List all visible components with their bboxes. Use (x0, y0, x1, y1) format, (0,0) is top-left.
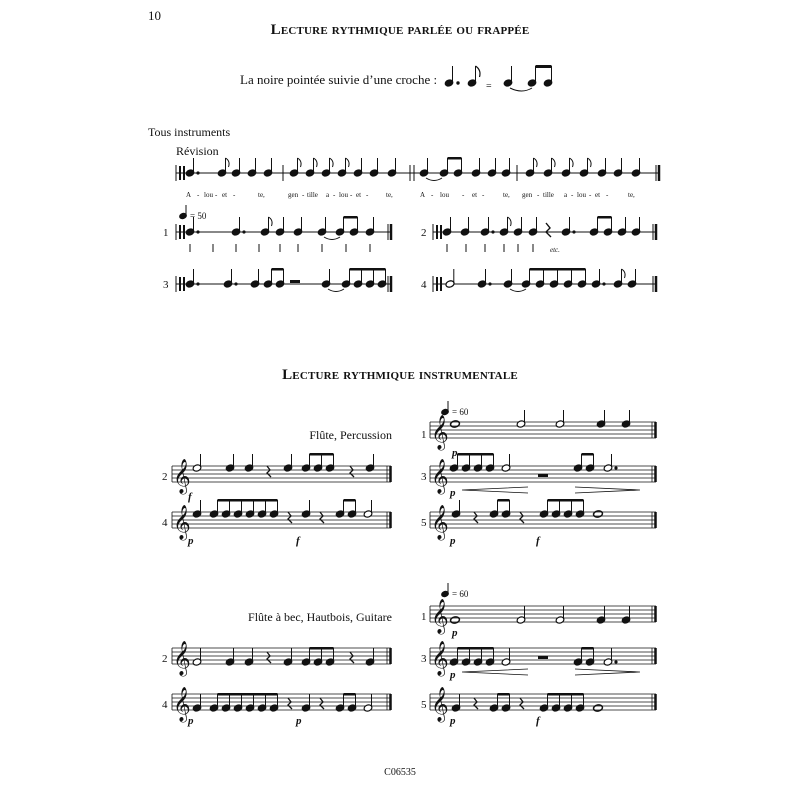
lyric-syllable: a (564, 191, 568, 199)
exercise-number: 2 (162, 471, 168, 483)
dynamic-mark: p (450, 715, 456, 727)
exercise-number: 3 (421, 471, 427, 483)
exercise-number: 5 (421, 699, 427, 711)
dynamic-mark: f (536, 535, 540, 547)
exercise-number: 3 (163, 279, 169, 291)
lyric-syllable: et (472, 191, 478, 199)
tempo-text: = 60 (452, 589, 469, 599)
section-title-instrumental: Lecture rythmique instrumentale (282, 367, 518, 383)
exercise-number: 2 (421, 227, 427, 239)
lyric-syllable: - (571, 191, 574, 199)
intro-text: La noire pointée suivie d’une croche : (240, 72, 438, 87)
instrumental-staves-group-2 (162, 583, 656, 727)
dynamic-mark: p (296, 715, 302, 727)
lyric-syllable: - (233, 191, 236, 199)
lyric-syllable: lou (577, 191, 586, 199)
lyric-syllable: et (222, 191, 228, 199)
dynamic-mark: p (450, 487, 456, 499)
lyric-syllable: - (431, 191, 434, 199)
lyric-syllable: a (326, 191, 330, 199)
lyric-syllable: - (366, 191, 369, 199)
etc-text: etc. (550, 246, 560, 254)
svg-text:𝄞: 𝄞 (431, 642, 449, 675)
lyric-syllable: - (333, 191, 336, 199)
lyric-syllable: te, (258, 191, 265, 199)
lyric-syllable: lou (440, 191, 449, 199)
exercise-number: 1 (163, 227, 169, 239)
lyric-syllable: tille (307, 191, 318, 199)
page-number: 10 (148, 8, 161, 23)
lyric-syllable: tille (543, 191, 554, 199)
dynamic-mark: f (536, 715, 540, 727)
lyric-syllable: te, (628, 191, 635, 199)
lyric-syllable: te, (386, 191, 393, 199)
rhythm-staff-3 (163, 268, 391, 292)
lyric-syllable: gen (288, 191, 299, 199)
dynamic-mark: p (450, 669, 456, 681)
lyric-syllable: et (595, 191, 601, 199)
tempo-text: = 50 (190, 211, 207, 221)
exercise-number: 4 (162, 517, 168, 529)
lyric-syllable: A (186, 191, 192, 199)
rhythm-staff-4 (421, 268, 656, 292)
intro-equals-sign: = (486, 81, 492, 92)
rhythm-staff-1 (163, 216, 391, 252)
lyric-syllable: - (215, 191, 218, 199)
group-label-all-instruments: Tous instruments (148, 125, 231, 139)
svg-text:𝄞: 𝄞 (173, 688, 191, 721)
revision-label: Révision (176, 144, 219, 158)
svg-text:𝄞: 𝄞 (431, 416, 449, 449)
lyric-syllable: - (589, 191, 592, 199)
tempo-mark-50 (179, 205, 207, 221)
catalog-code: C06535 (384, 767, 416, 778)
svg-text:𝄞: 𝄞 (431, 688, 449, 721)
exercise-number: 4 (421, 279, 427, 291)
svg-text:𝄞: 𝄞 (431, 460, 449, 493)
lyric-syllable: lou (339, 191, 348, 199)
lyric-syllable: - (537, 191, 540, 199)
section-title-spoken-rhythm: Lecture rythmique parlée ou frappée (270, 22, 530, 38)
instrumental-staves-group-1 (162, 401, 656, 547)
revision-lyrics (186, 191, 635, 199)
svg-text:𝄞: 𝄞 (431, 506, 449, 539)
lyric-syllable: - (482, 191, 485, 199)
exercise-number: 1 (421, 429, 427, 441)
exercise-number: 1 (421, 611, 427, 623)
lyric-syllable: - (302, 191, 305, 199)
rhythm-staff-2 (421, 216, 656, 254)
svg-text:𝄞: 𝄞 (431, 600, 449, 633)
lyric-syllable: A (420, 191, 426, 199)
dynamic-mark: f (296, 535, 300, 547)
exercise-number: 4 (162, 699, 168, 711)
lyric-syllable: te, (503, 191, 510, 199)
lyric-syllable: lou (204, 191, 213, 199)
exercise-number: 5 (421, 517, 427, 529)
svg-text:𝄞: 𝄞 (173, 506, 191, 539)
revision-notes (185, 157, 641, 181)
dynamic-mark: p (452, 627, 458, 639)
instrument-group-label-flute-percussion: Flûte, Percussion (309, 428, 392, 442)
lyric-syllable: - (350, 191, 353, 199)
dynamic-mark: p (450, 535, 456, 547)
intro-rhythm-figure (444, 65, 553, 92)
lyric-syllable: - (606, 191, 609, 199)
instrument-group-label-recorder-oboe-guitar: Flûte à bec, Hautbois, Guitare (248, 610, 392, 624)
svg-text:𝄞: 𝄞 (173, 642, 191, 675)
lyric-syllable: - (197, 191, 200, 199)
lyric-syllable: et (356, 191, 362, 199)
dynamic-mark: p (188, 535, 194, 547)
exercise-number: 3 (421, 653, 427, 665)
lyric-syllable: gen (522, 191, 533, 199)
lyric-syllable: - (462, 191, 465, 199)
dynamic-mark: f (188, 491, 192, 503)
dynamic-mark: p (188, 715, 194, 727)
exercise-number: 2 (162, 653, 168, 665)
tempo-text: = 60 (452, 407, 469, 417)
svg-text:𝄞: 𝄞 (173, 460, 191, 493)
dynamic-mark: p (452, 447, 458, 459)
